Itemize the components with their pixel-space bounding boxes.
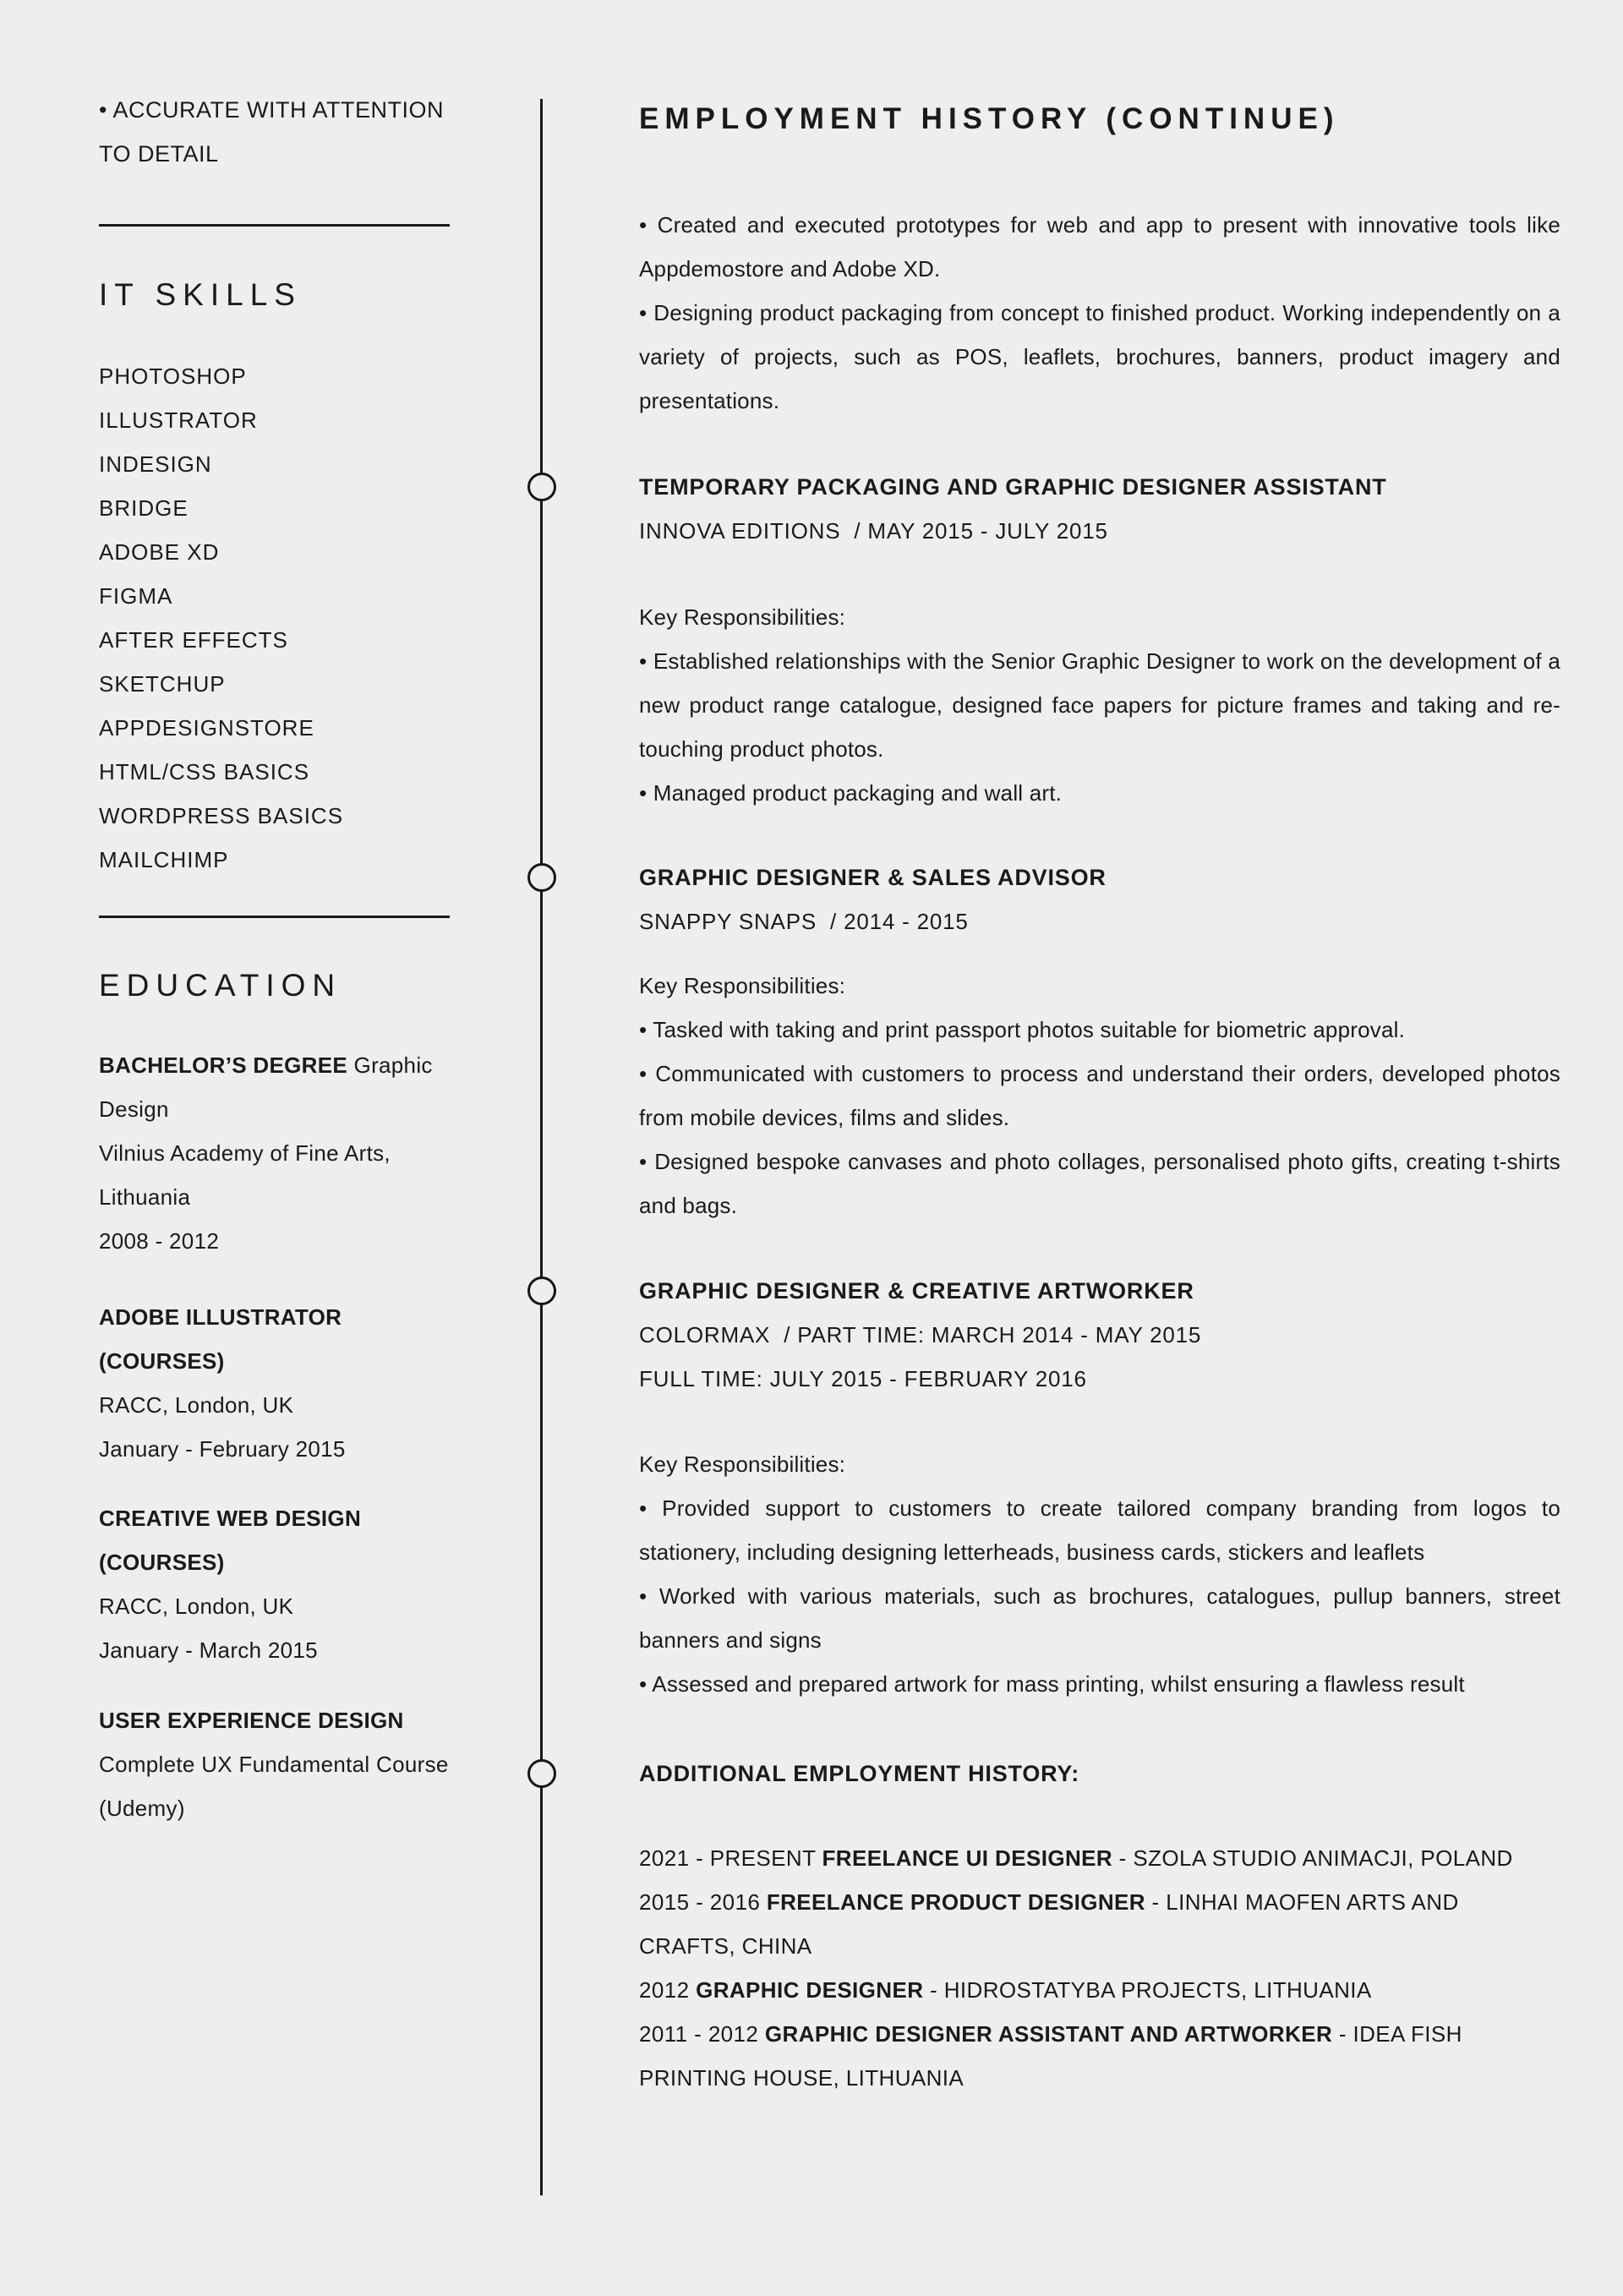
entry-dates: 2015 - 2016: [639, 1889, 767, 1915]
additional-history-list: [639, 1836, 1560, 2100]
key-responsibilities-label: Key Responsibilities:: [639, 973, 846, 998]
job-meta: INNOVA EDITIONS / MAY 2015 - JULY 2015: [639, 518, 1108, 544]
job-entry-header: [639, 1269, 1560, 1401]
job-bullet: • Provided support to customers to create tailored company branding from logos to stationery, including designing letterheads, business cards, stickers and leaflets: [639, 1495, 1560, 1565]
education-entry-dates: January - March 2015: [99, 1637, 318, 1663]
additional-entry: [639, 1836, 1560, 1880]
skill-item: FIGMA: [99, 583, 173, 609]
entry-company: - HIDROSTATYBA PROJECTS, LITHUANIA: [923, 1977, 1372, 2003]
education-entry-dates: January - February 2015: [99, 1436, 346, 1462]
skill-item: SKETCHUP: [99, 671, 226, 697]
job-responsibilities: [639, 595, 1560, 815]
education-entry-detail: Complete UX Fundamental Course (Udemy): [99, 1752, 449, 1821]
job-responsibilities: [639, 964, 1560, 1227]
timeline-node: [527, 1759, 556, 1788]
entry-role: FREELANCE PRODUCT DESIGNER: [766, 1889, 1145, 1915]
job-meta: FULL TIME: JULY 2015 - FEBRUARY 2016: [639, 1366, 1087, 1391]
divider: [99, 916, 450, 918]
skill-item: ADOBE XD: [99, 539, 220, 565]
timeline-line: [540, 99, 543, 2195]
entry-company: - SZOLA STUDIO ANIMACJI, POLAND: [1112, 1845, 1513, 1871]
job-meta: SNAPPY SNAPS / 2014 - 2015: [639, 909, 969, 934]
job-meta: COLORMAX / PART TIME: MARCH 2014 - MAY 2015: [639, 1322, 1202, 1348]
job-bullet: • Communicated with customers to process and understand their orders, developed photos from mobile devices, films and slides.: [639, 1061, 1560, 1130]
education-entry-detail: RACC, London, UK: [99, 1594, 294, 1619]
education-entry-detail: RACC, London, UK: [99, 1392, 294, 1418]
it-skills-list: [99, 354, 457, 882]
entry-role: GRAPHIC DESIGNER: [696, 1977, 924, 2003]
divider: [99, 224, 450, 227]
job-title: TEMPORARY PACKAGING AND GRAPHIC DESIGNER ASSISTANT: [639, 474, 1387, 500]
skill-item: APPDESIGNSTORE: [99, 715, 314, 741]
entry-role: FREELANCE UI DESIGNER: [822, 1845, 1113, 1871]
additional-entry: [639, 1968, 1560, 2012]
skill-item: AFTER EFFECTS: [99, 627, 288, 653]
entry-dates: 2011 - 2012: [639, 2021, 765, 2047]
education-entry-title: USER EXPERIENCE DESIGN: [99, 1708, 404, 1733]
entry-dates: 2012: [639, 1977, 697, 2003]
entry-role: GRAPHIC DESIGNER ASSISTANT AND ARTWORKER: [764, 2021, 1333, 2047]
education-entry-title: [99, 1043, 457, 1131]
skill-item: INDESIGN: [99, 451, 212, 477]
attention-note: • ACCURATE WITH ATTENTION TO DETAIL: [99, 97, 444, 167]
education-entry: [99, 1698, 457, 1830]
skill-item: PHOTOSHOP: [99, 364, 247, 389]
job-responsibilities: [639, 1442, 1560, 1706]
employment-history-section: [639, 0, 1560, 2100]
entry-dates: 2021 - PRESENT: [639, 1845, 822, 1871]
job-bullet: • Managed product packaging and wall art.: [639, 780, 1063, 806]
skill-item: WORDPRESS BASICS: [99, 803, 344, 828]
job-bullet: • Designed bespoke canvases and photo collages, personalised photo gifts, creating t-shirts and bags.: [639, 1149, 1560, 1218]
job-entry-header: [639, 856, 1560, 943]
sidebar: [99, 0, 457, 1830]
education-entry-detail: Vilnius Academy of Fine Arts, Lithuania: [99, 1140, 391, 1210]
timeline-node: [527, 1276, 556, 1305]
job-bullet: • Worked with various materials, such as brochures, catalogues, pullup banners, street banners and signs: [639, 1583, 1560, 1653]
intro-bullets: [639, 203, 1560, 423]
degree-field: Graphic Design: [99, 1052, 433, 1122]
education-entry: [99, 1496, 457, 1672]
skill-item: HTML/CSS BASICS: [99, 759, 310, 784]
additional-history-heading: ADDITIONAL EMPLOYMENT HISTORY:: [639, 1761, 1080, 1786]
job-title: GRAPHIC DESIGNER & CREATIVE ARTWORKER: [639, 1278, 1194, 1304]
it-skills-heading: IT SKILLS: [99, 277, 302, 312]
entry-company: - IDEA FISH PRINTING HOUSE, LITHUANIA: [639, 2021, 1462, 2091]
education-entry-dates: 2008 - 2012: [99, 1228, 220, 1254]
additional-entry: [639, 1880, 1560, 1968]
education-entry-title: ADOBE ILLUSTRATOR (COURSES): [99, 1304, 342, 1374]
page-title: EMPLOYMENT HISTORY (CONTINUE): [639, 102, 1340, 135]
skill-item: ILLUSTRATOR: [99, 407, 258, 433]
job-bullet: • Established relationships with the Senior Graphic Designer to work on the development of a new product range catalogue, designed face papers for picture frames and taking and re-touching product photos.: [639, 648, 1560, 762]
job-entry-header: [639, 465, 1560, 553]
job-bullet: • Assessed and prepared artwork for mass printing, whilst ensuring a flawless result: [639, 1671, 1465, 1697]
intro-bullet: • Designing product packaging from concept to finished product. Working independently on a variety of projects, such as POS, leaflets, brochures, banners, product imagery and presentations.: [639, 300, 1560, 413]
education-entry-title: CREATIVE WEB DESIGN (COURSES): [99, 1506, 362, 1575]
intro-bullet: • Created and executed prototypes for web and app to present with innovative tools like Appdemostore and Adobe XD.: [639, 212, 1560, 282]
key-responsibilities-label: Key Responsibilities:: [639, 1451, 846, 1477]
education-heading: EDUCATION: [99, 968, 342, 1003]
timeline-node: [527, 863, 556, 892]
key-responsibilities-label: Key Responsibilities:: [639, 604, 846, 630]
entry-company: - LINHAI MAOFEN ARTS AND CRAFTS, CHINA: [639, 1889, 1459, 1959]
timeline-node: [527, 473, 556, 501]
degree-label: BACHELOR’S DEGREE: [99, 1052, 348, 1078]
job-title: GRAPHIC DESIGNER & SALES ADVISOR: [639, 865, 1107, 890]
skill-item: BRIDGE: [99, 495, 189, 521]
skill-item: MAILCHIMP: [99, 847, 229, 872]
education-entry: [99, 1295, 457, 1471]
job-bullet: • Tasked with taking and print passport photos suitable for biometric approval.: [639, 1017, 1406, 1042]
additional-entry: [639, 2012, 1560, 2100]
education-entry: [99, 1043, 457, 1263]
